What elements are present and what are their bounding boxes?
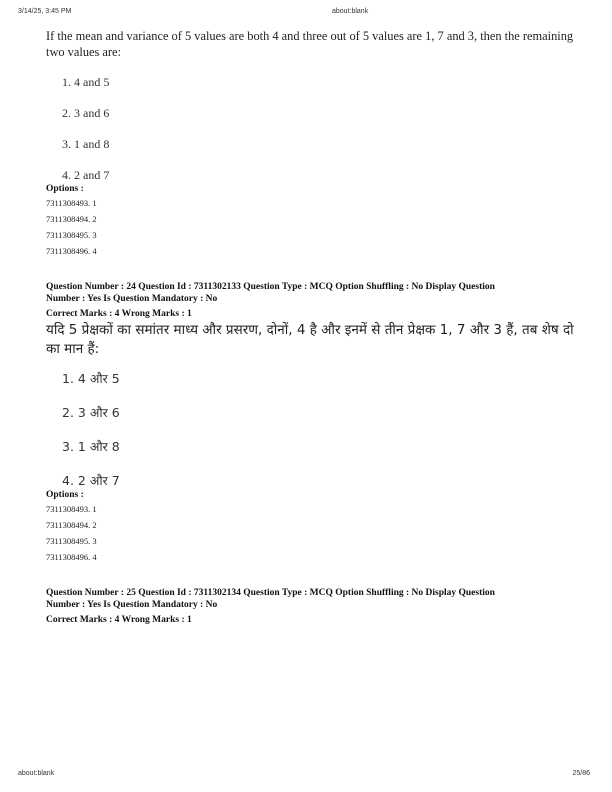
q23-option-3: 3. 1 and 8 (62, 137, 110, 151)
q25-meta-line-2: Number : Yes Is Question Mandatory : No (46, 600, 218, 610)
print-header (0, 8, 612, 20)
q24-option-id-3: 7311308495. 3 (46, 536, 97, 546)
q24-option-2: 2. 3 और 6 (62, 405, 120, 420)
question-23 (46, 28, 576, 259)
q24-option-3: 3. 1 और 8 (62, 439, 120, 454)
q24-options-label: Options : (46, 490, 84, 500)
page-content (46, 26, 576, 626)
q24-option-id-2: 7311308494. 2 (46, 520, 97, 530)
q23-option-2: 2. 3 and 6 (62, 106, 110, 120)
print-timestamp: 3/14/25, 3:45 PM (18, 8, 72, 15)
question-25 (46, 587, 576, 626)
q24-meta-line-2: Number : Yes Is Question Mandatory : No (46, 294, 218, 304)
q24-option-1: 1. 4 और 5 (62, 371, 120, 386)
question-23-text: If the mean and variance of 5 values are both 4 and three out of 5 values are 1, 7 and 3, then the remaining two values are: (46, 29, 574, 59)
q25-marks: Correct Marks : 4 Wrong Marks : 1 (46, 615, 192, 625)
print-url: about:blank (18, 770, 55, 777)
question-24-text: यदि 5 प्रेक्षकों का समांतर माध्य और प्रसरण, दोनों, 4 है और इनमें से तीन प्रेक्षक 1, 7 और 3 हैं, तब शेष दो का मान हैं: (46, 322, 574, 357)
q23-option-1: 1. 4 and 5 (62, 75, 110, 89)
q24-meta-line-1: Question Number : 24 Question Id : 7311302133 Question Type : MCQ Option Shuffling : No Display Question (46, 282, 495, 292)
q23-options-label: Options : (46, 184, 84, 194)
q23-option-id-3: 7311308495. 3 (46, 230, 97, 240)
q24-option-id-4: 7311308496. 4 (46, 552, 97, 562)
q24-marks: Correct Marks : 4 Wrong Marks : 1 (46, 309, 192, 319)
q23-option-id-1: 7311308493. 1 (46, 198, 97, 208)
q23-option-id-4: 7311308496. 4 (46, 246, 97, 256)
q24-option-4: 4. 2 और 7 (62, 473, 120, 488)
q23-option-id-2: 7311308494. 2 (46, 214, 97, 224)
question-24 (46, 281, 576, 565)
print-title: about:blank (332, 8, 369, 15)
print-footer (0, 770, 612, 782)
q24-option-id-1: 7311308493. 1 (46, 504, 97, 514)
q23-option-4: 4. 2 and 7 (62, 168, 110, 182)
q25-meta-line-1: Question Number : 25 Question Id : 7311302134 Question Type : MCQ Option Shuffling : No Display Question (46, 588, 495, 598)
page-number: 25/86 (572, 770, 590, 777)
